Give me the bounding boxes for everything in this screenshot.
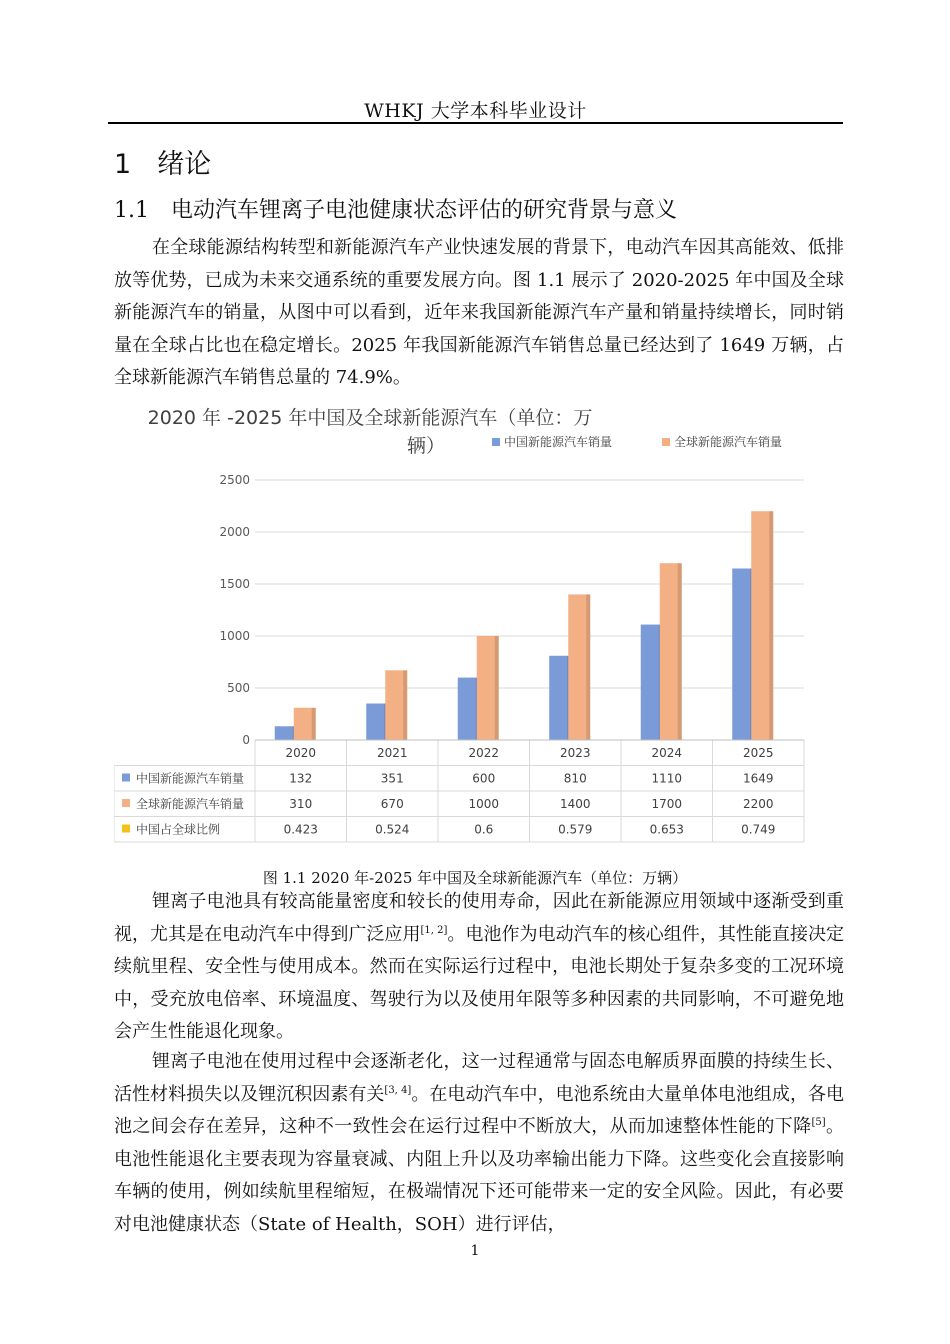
page-header: WHKJ 大学本科毕业设计 [364,100,587,122]
bar-shade [769,511,773,740]
bar-shade [586,594,590,740]
table-cell: 1649 [742,771,774,786]
table-cell: 1110 [651,771,683,786]
citation-3-4[interactable]: [3, 4] [384,1084,412,1096]
table-cell: 1400 [559,797,591,811]
table-cell: 351 [380,771,404,786]
bar-shade [403,670,407,740]
bar-shade [312,708,316,740]
chart-title-line2: 辆） [406,435,446,457]
y-tick-label: 1500 [219,577,250,591]
table-legend-key [122,825,130,833]
table-cell: 2200 [742,797,774,811]
bar-shade [678,563,682,740]
section-heading [114,193,677,224]
table-cell: 1700 [651,797,683,811]
table-cell: 0.524 [375,822,410,837]
table-cell: 310 [289,797,313,811]
table-cell: 0.423 [283,822,318,837]
table-cell: 670 [380,797,404,811]
table-cell: 810 [563,771,587,786]
figure-caption: 图 1.1 2020 年-2025 年中国及全球新能源汽车（单位：万辆） [262,869,688,887]
table-row-label: 中国占全球比例 [136,822,221,837]
y-tick-label: 500 [227,681,250,695]
x-tick-label: 2023 [559,746,591,760]
table-cell: 132 [289,771,313,786]
table-row-label: 全球新能源汽车销量 [136,797,245,811]
page-number: 1 [470,1243,480,1259]
table-cell: 0.749 [741,822,776,837]
paragraph-1: 在全球能源结构转型和新能源汽车产业快速发展的背景下，电动汽车因其高能效、低排放等优势，已成为未来交通系统的重要发展方向。图 1.1 展示了 2020-2025 年中国及全球新能源汽车的销量，从图中可以看到，近年来我国新能源汽车产量和销量持续增长，同时销量在全球占比也在稳定增长。2025 年我国新能源汽车销售总量已经达到了 1649 万辆，占全球新能源汽车销售总量的 74.9%。 [114,237,844,388]
chart-data-table [114,740,804,842]
chart-y-axis [219,473,250,747]
paragraph-3-text-b: 。在电动汽车中，电池系统由大量单体电池组成，各电池之间会存在差异，这种不一致性会在运行过程中不断放大，从而加速整体性能的下降 [114,1083,845,1137]
legend-label-china: 中国新能源汽车销量 [504,435,613,449]
y-tick-label: 1000 [219,629,250,643]
chapter-number: 1 [114,149,132,180]
table-cell: 0.653 [649,822,684,837]
x-tick-label: 2025 [742,746,774,760]
sales-chart-svg [114,398,816,848]
y-tick-label: 2500 [219,473,250,487]
paragraph-3 [114,1046,844,1241]
y-tick-label: 0 [242,733,250,747]
table-cell: 0.6 [474,822,494,837]
y-tick-label: 2000 [219,525,250,539]
paragraph-3-text-a: 锂离子电池在使用过程中会逐渐老化，这一过程通常与固态电解质界面膜的持续生长、活性材料损失以及锂沉积因素有关 [114,1051,844,1105]
chapter-heading [114,142,211,181]
legend-swatch-global [662,438,670,446]
legend-label-global: 全球新能源汽车销量 [674,435,783,449]
chapter-title: 绪论 [157,149,212,180]
bar-shade [495,636,499,740]
table-cell: 600 [472,771,496,786]
table-row-label: 中国新能源汽车销量 [136,771,245,786]
section-number: 1.1 [114,198,149,223]
citation-5[interactable]: [5] [811,1117,826,1128]
x-tick-label: 2020 [285,746,317,760]
paragraph-3-text-c: 。电池性能退化主要表现为容量衰减、内阻上升以及功率输出能力下降。这些变化会直接影响车辆的使用，例如续航里程缩短，在极端情况下还可能带来一定的安全风险。因此，有必要对电池健康状态（State of Health，SOH）进行评估， [114,1116,845,1235]
section-title: 电动汽车锂离子电池健康状态评估的研究背景与意义 [171,198,678,223]
paragraph-2-text-b: 。电池作为电动汽车的核心组件，其性能直接决定续航里程、安全性与使用成本。然而在实际运行过程中，电池长期处于复杂多变的工况环境中，受充放电倍率、环境温度、驾驶行为以及使用年限等多种因素的共同影响，不可避免地会产生性能退化现象。 [114,923,845,1042]
legend-swatch-china [492,438,500,446]
table-cell: 1000 [468,797,500,811]
paragraph-2-text-a: 锂离子电池具有较高能量密度和较长的使用寿命，因此在新能源应用领域中逐渐受到重视，尤其是在电动汽车中得到广泛应用 [114,891,844,945]
table-legend-key [122,774,130,782]
x-tick-label: 2022 [468,746,500,760]
citation-1-2[interactable]: [1, 2] [420,924,448,936]
sales-chart [114,398,816,848]
table-cell: 0.579 [558,822,593,837]
chart-title-line1: 2020 年 -2025 年中国及全球新能源汽车（单位：万 [147,407,593,429]
x-tick-label: 2021 [376,746,408,760]
chart-bars [275,511,774,740]
table-legend-key [122,799,130,807]
header-rule [108,122,843,124]
x-tick-label: 2024 [651,746,683,760]
paragraph-2 [114,886,844,1049]
chart-gridlines [255,480,804,688]
